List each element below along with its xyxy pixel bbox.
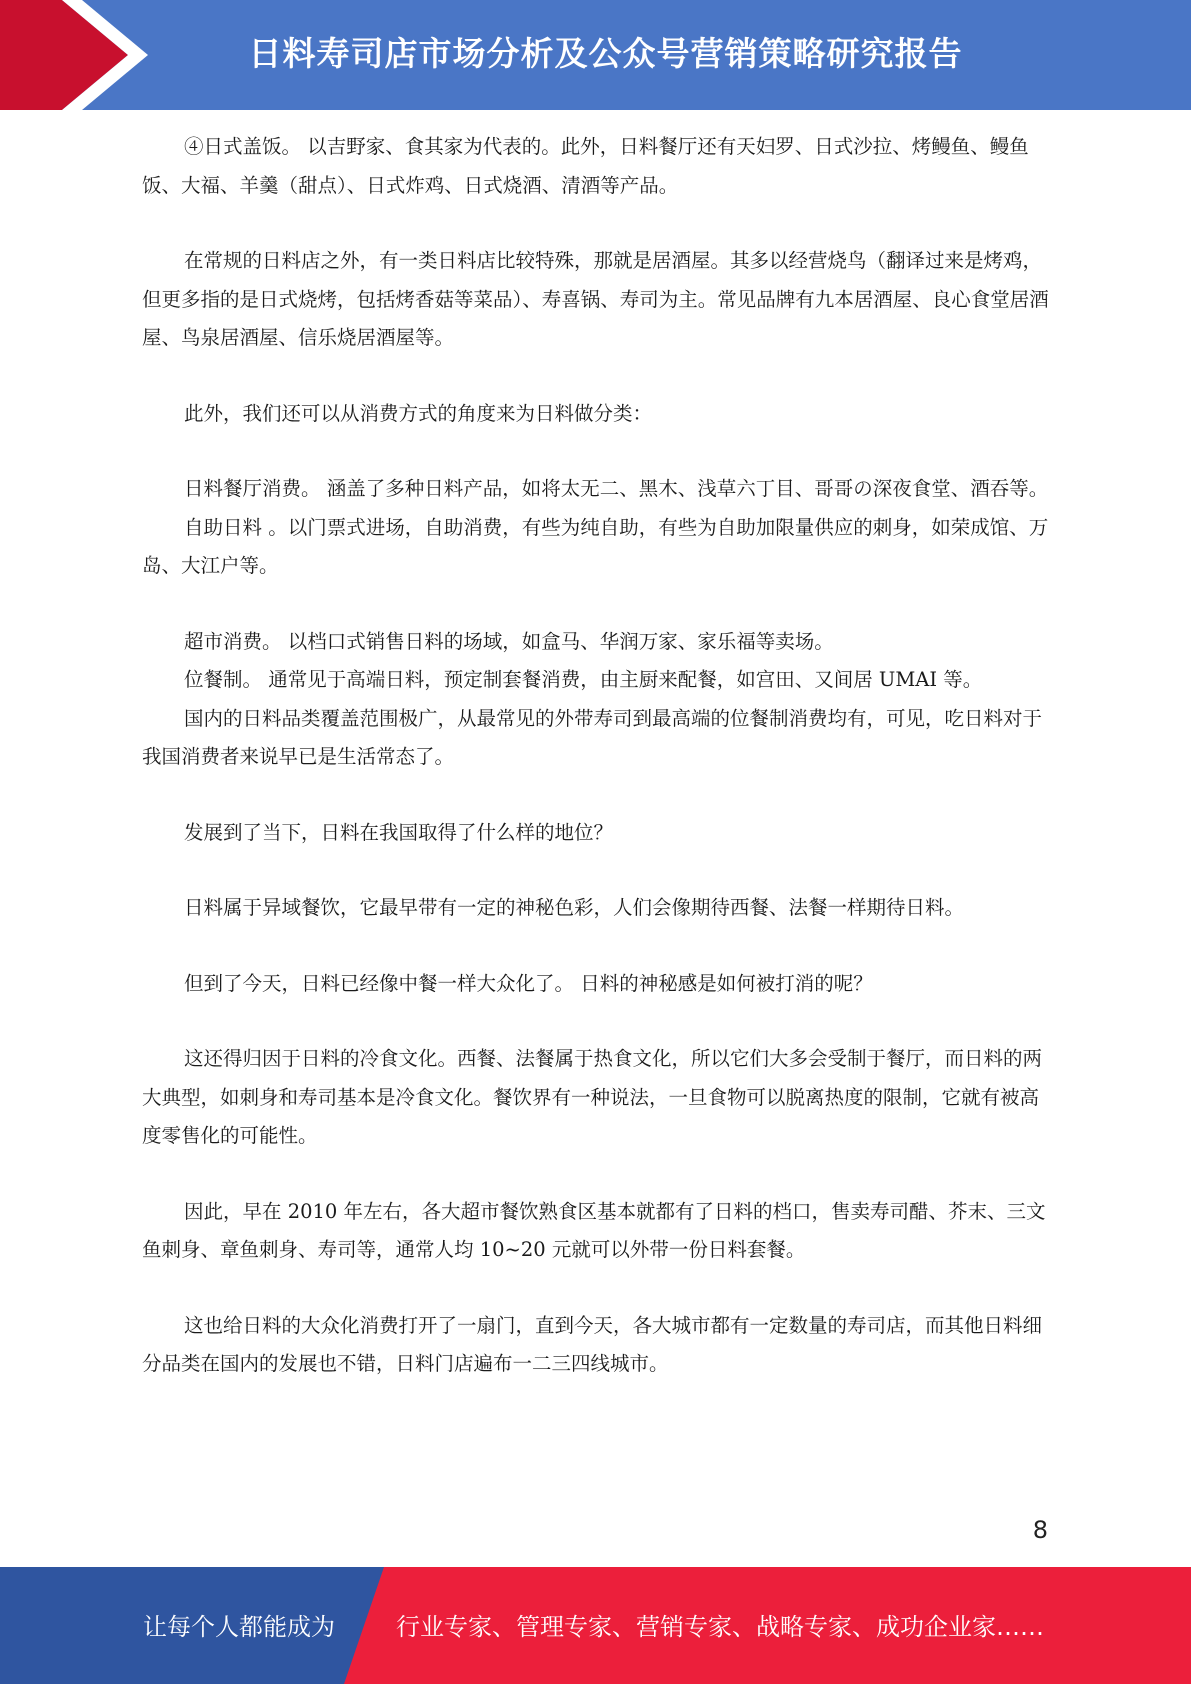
paragraph: 因此，早在 2010 年左右，各大超市餐饮熟食区基本就都有了日料的档口，售卖寿司醋、芥末、三文鱼刺身、章鱼刺身、寿司等，通常人均 10~20 元就可以外带一份日料套餐。	[142, 1199, 1046, 1261]
paragraph: 这还得归因于日料的冷食文化。西餐、法餐属于热食文化，所以它们大多会受制于餐厅，而日料的两大典型，如刺身和寿司基本是冷食文化。餐饮界有一种说法，一旦食物可以脱离热度的限制，它就有被高度零售化的可能性。	[142, 1047, 1043, 1147]
page-number: 8	[1032, 1516, 1048, 1544]
paragraph: 超市消费。 以档口式销售日料的场域，如盒马、华润万家、家乐福等卖场。	[184, 629, 834, 653]
page-header	[0, 0, 1191, 110]
paragraph: 国内的日料品类覆盖范围极广，从最常见的外带寿司到最高端的位餐制消费均有，可见，吃日料对于我国消费者来说早已是生活常态了。	[142, 706, 1043, 768]
report-body	[142, 128, 1052, 1384]
footer-slogan-left: 让每个人都能成为	[143, 1613, 335, 1641]
page-footer	[0, 1567, 1191, 1684]
paragraph: 日料属于异域餐饮，它最早带有一定的神秘色彩，人们会像期待西餐、法餐一样期待日料。	[184, 896, 965, 919]
paragraph: 这也给日料的大众化消费打开了一扇门，直到今天，各大城市都有一定数量的寿司店，而其他日料细分品类在国内的发展也不错，日料门店遍布一二三四线城市。	[142, 1313, 1043, 1375]
paragraph: 在常规的日料店之外，有一类日料店比较特殊，那就是居酒屋。其多以经营烧鸟（翻译过来是烤鸡，但更多指的是日式烧烤，包括烤香菇等菜品）、寿喜锅、寿司为主。常见品牌有九本居酒屋、良心食堂居酒屋、鸟泉居酒屋、信乐烧居酒屋等。	[142, 249, 1049, 349]
paragraph: 但到了今天，日料已经像中餐一样大众化了。 日料的神秘感是如何被打消的呢？	[184, 971, 873, 995]
paragraph: 自助日料 。以门票式进场，自助消费，有些为纯自助，有些为自助加限量供应的刺身，如荣成馆、万岛、大江户等。	[142, 515, 1049, 577]
page-title: 日料寿司店市场分析及公众号营销策略研究报告	[248, 34, 963, 73]
paragraph: 发展到了当下，日料在我国取得了什么样的地位？	[184, 820, 614, 844]
paragraph: 日料餐厅消费。 涵盖了多种日料产品，如将太无二、黑木、浅草六丁目、哥哥の深夜食堂、酒吞等。	[184, 477, 1049, 500]
paragraph: ④日式盖饭。 以吉野家、食其家为代表的。此外，日料餐厅还有天妇罗、日式沙拉、烤鳗鱼、鳗鱼饭、大福、羊羹（甜点）、日式炸鸡、日式烧酒、清酒等产品。	[142, 135, 1029, 197]
paragraph: 此外，我们还可以从消费方式的角度来为日料做分类：	[184, 401, 653, 425]
paragraph: 位餐制。 通常见于高端日料，预定制套餐消费，由主厨来配餐，如宫田、又间居 UMAI 等。	[184, 668, 983, 691]
footer-slogan-right: 行业专家、管理专家、营销专家、战略专家、成功企业家……	[396, 1613, 1044, 1641]
